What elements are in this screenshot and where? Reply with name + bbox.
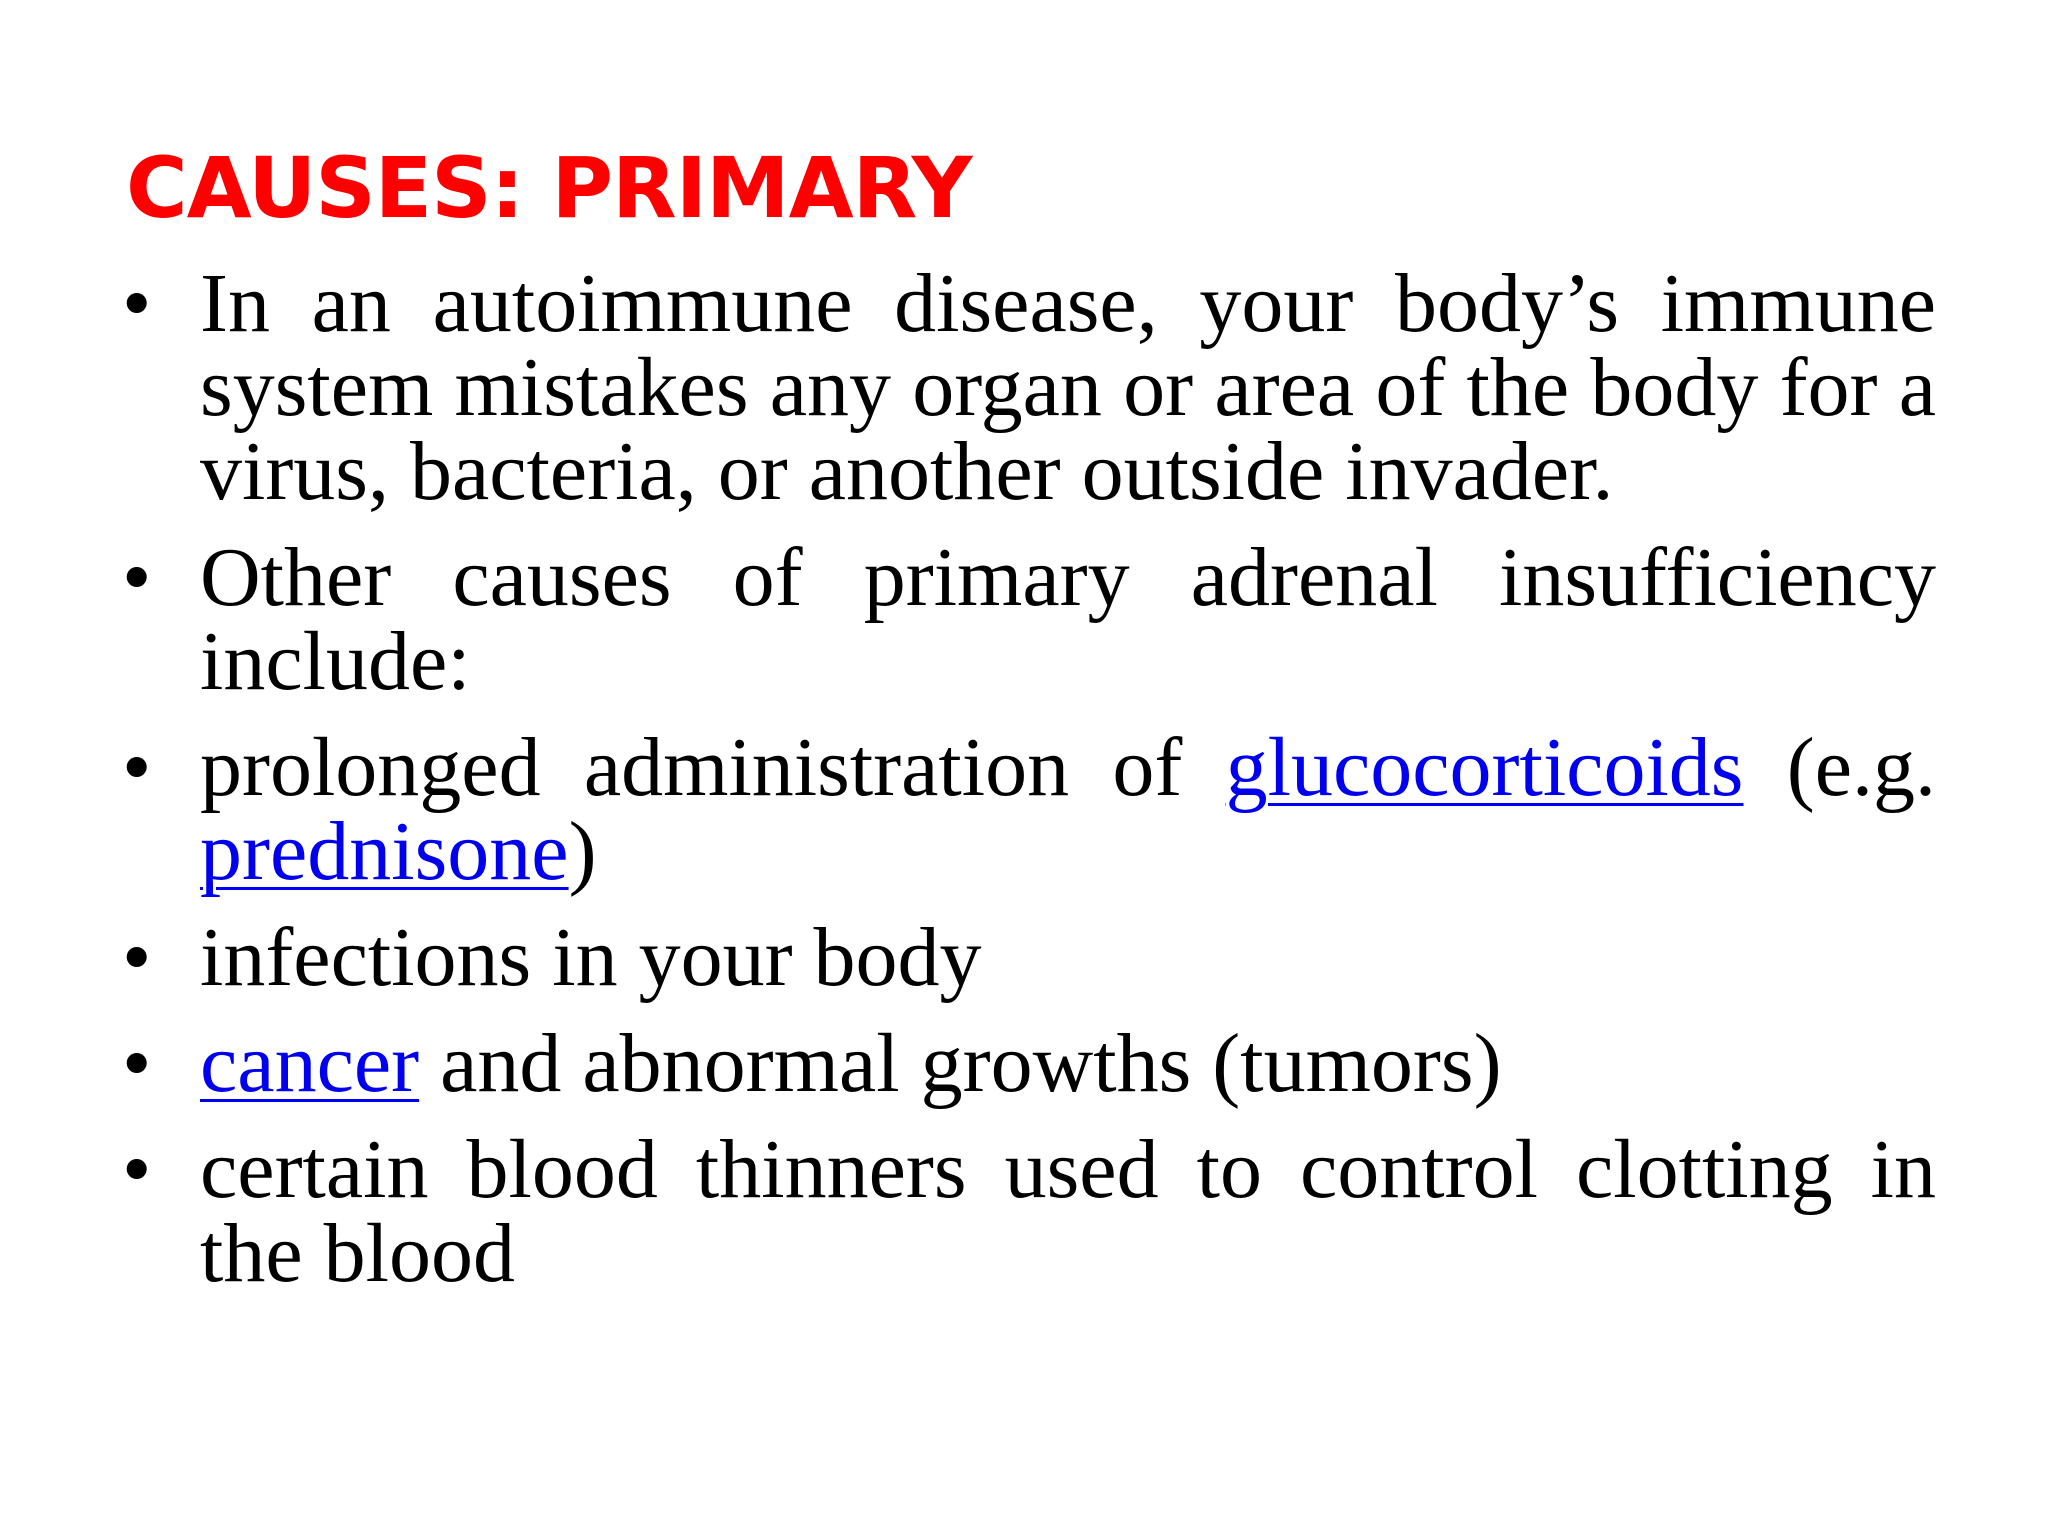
- bullet-text: In an autoimmune disease, your body’s immune system mistakes any organ or area of the body for a virus, bacteria, or another outside invader.: [200, 257, 1936, 518]
- bullet-icon: •: [122, 911, 152, 1004]
- bullet-icon: •: [122, 1017, 152, 1110]
- bullet-text-after: and abnormal growths (tumors): [419, 1017, 1502, 1110]
- bullet-text-before: prolonged administration of: [200, 721, 1226, 814]
- bullet-text-middle: (e.g.: [1743, 721, 1936, 814]
- bullet-text-after: ): [568, 805, 597, 898]
- bullet-icon: •: [122, 257, 152, 350]
- bullet-icon: •: [122, 531, 152, 624]
- glucocorticoids-link[interactable]: glucocorticoids: [1225, 721, 1744, 814]
- bullet-icon: •: [122, 721, 152, 814]
- bullet-glucocorticoids: [122, 721, 1936, 898]
- bullet-text: Other causes of primary adrenal insufficiency include:: [200, 531, 1936, 708]
- bullet-autoimmune: [122, 257, 1936, 518]
- bullet-blood-thinners: [122, 1123, 1936, 1300]
- bullet-infections: [122, 911, 1936, 1004]
- slide-title: CAUSES: PRIMARY: [126, 139, 972, 237]
- prednisone-link[interactable]: prednisone: [200, 805, 569, 898]
- bullet-cancer: [122, 1017, 1936, 1110]
- bullet-other-causes: [122, 531, 1936, 708]
- bullet-list: [122, 257, 1936, 1300]
- bullet-text: certain blood thinners used to control clotting in the blood: [200, 1123, 1936, 1300]
- bullet-text: infections in your body: [200, 911, 982, 1004]
- bullet-icon: •: [122, 1123, 152, 1216]
- cancer-link[interactable]: cancer: [200, 1017, 420, 1110]
